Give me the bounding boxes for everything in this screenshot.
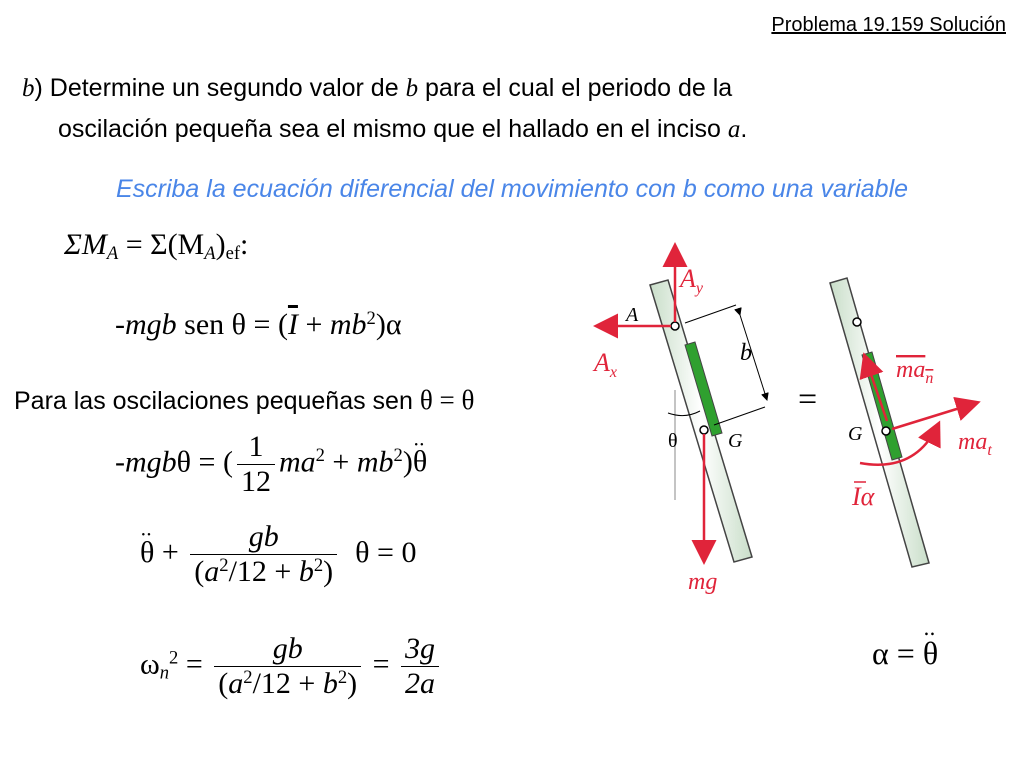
a-label: A <box>626 304 639 326</box>
statement-line1-a: Determine un segundo valor de <box>42 74 406 102</box>
eq2-minus: - <box>115 445 125 479</box>
statement-var-b: b <box>405 75 419 102</box>
eq4-den-a: a <box>228 667 244 701</box>
eq4-num2: 3g <box>401 632 439 667</box>
statement-line1-b: para el cual el periodo de la <box>418 74 733 102</box>
g1-label: G <box>728 430 743 452</box>
eq3-den-close: ) <box>323 555 334 589</box>
eq2-num: 1 <box>237 430 275 465</box>
eq4-den-exp2: 2 <box>337 667 348 688</box>
theta-label: θ <box>668 430 678 452</box>
eq1-mb: mb <box>329 308 367 342</box>
g2-label: G <box>848 423 863 445</box>
b-label: b <box>740 340 752 366</box>
free-body-diagram <box>560 235 1020 595</box>
eq3-den-a: a <box>204 555 220 589</box>
alpha-lhs: α = <box>872 635 923 671</box>
eq1-mgb: mgb <box>125 308 177 342</box>
eq4-den-b: b <box>322 667 338 701</box>
eq1-exp: 2 <box>366 308 376 329</box>
pivot-a2 <box>853 318 861 326</box>
part-paren: ) <box>34 74 43 102</box>
eq3-fraction <box>190 520 337 589</box>
eq2-open: θ = ( <box>176 445 233 479</box>
eq4-eq2: = <box>365 647 398 681</box>
alpha-theta-ddot: •• θ <box>923 635 938 672</box>
eq2-ma: ma <box>278 445 316 479</box>
eq1-plus: + <box>297 308 330 342</box>
part-label: b <box>22 75 35 102</box>
center-g2 <box>882 427 890 435</box>
man-label: $ma_n$ <box>896 357 934 387</box>
ay-label: $A_y$ <box>680 264 703 297</box>
eq3-den-exp2: 2 <box>313 555 324 576</box>
equals-sign: = <box>798 381 818 418</box>
pivot-a <box>671 322 679 330</box>
statement-line2-a: oscilación pequeña sea el mismo que el hallado en el inciso <box>58 115 728 143</box>
left-bar <box>598 247 767 562</box>
eq3-num: gb <box>190 520 337 555</box>
eq4-sub: n <box>159 662 170 684</box>
note-text: Para las oscilaciones pequeñas sen <box>14 387 420 415</box>
eq4-num: gb <box>214 632 361 667</box>
statement-line2-end: . <box>740 115 748 143</box>
eq3-plus: + <box>154 535 187 569</box>
eq4-den-exp1: 2 <box>243 667 253 688</box>
sum-eq: = Σ(M <box>118 228 205 261</box>
eq4-exp: 2 <box>169 647 179 669</box>
eq4-omega: ω <box>140 647 160 681</box>
eq4-den-close: ) <box>347 667 358 701</box>
i-alpha-label: Iα <box>852 482 875 511</box>
statement-var-a: a <box>727 116 741 143</box>
alpha-equation <box>872 635 938 672</box>
instruction-text: Escriba la ecuación diferencial del movimiento con b como una variable <box>115 175 909 203</box>
eq1-sen: sen θ = ( <box>176 308 288 342</box>
eq3-den-open: ( <box>194 555 205 589</box>
eq2-exp1: 2 <box>315 445 325 467</box>
eq1-alpha: )α <box>375 308 402 342</box>
natural-frequency-equation <box>140 632 443 701</box>
eq3-den-b: b <box>298 555 314 589</box>
eq4-fraction2 <box>401 632 439 701</box>
linearized-equation <box>115 430 427 499</box>
sum-moments-equation <box>64 228 248 265</box>
small-angle-note <box>14 385 474 416</box>
sum-close: ) <box>215 228 226 261</box>
eq4-den-mid: /12 + <box>252 667 323 701</box>
eq3-den-exp1: 2 <box>219 555 229 576</box>
eq2-exp2: 2 <box>393 445 403 467</box>
mat-label: $ma_t$ <box>958 429 992 459</box>
eq1-ibar: $\overline{I}$ <box>287 308 298 342</box>
sum-lhs: ΣM <box>64 228 107 261</box>
eq2-theta-ddot: •• θ <box>413 445 427 479</box>
eq4-den-open: ( <box>218 667 229 701</box>
eq4-eq: = <box>178 647 211 681</box>
mat-arrow <box>892 403 976 429</box>
eq2-fraction <box>237 430 275 499</box>
eq2-plus: + <box>324 445 357 479</box>
eq3-den-mid: /12 + <box>228 555 299 589</box>
moment-equation <box>115 308 402 342</box>
sum-sub-a: A <box>106 243 119 265</box>
center-g1 <box>700 426 708 434</box>
ax-label: $A_x$ <box>594 348 617 381</box>
differential-equation <box>140 520 416 589</box>
note-math: θ = θ <box>419 385 475 415</box>
sum-colon: : <box>240 228 249 261</box>
eq3-theta-ddot: •• θ <box>140 536 154 570</box>
sum-sub-a2: A <box>204 243 216 265</box>
eq2-den: 12 <box>240 465 271 498</box>
eq2-close: ) <box>402 445 413 479</box>
eq3-tail: θ = 0 <box>355 535 417 569</box>
eq1-minus: - <box>115 308 125 342</box>
eq2-mgb: mgb <box>125 445 177 479</box>
eq4-den2: 2a <box>405 667 436 701</box>
page-title: Problema 19.159 Solución <box>771 14 1006 36</box>
mg-label: mg <box>688 569 718 595</box>
problem-statement <box>22 68 747 150</box>
eq2-mb: mb <box>356 445 394 479</box>
sum-sub-ef: ef <box>225 243 241 265</box>
eq4-fraction <box>214 632 361 701</box>
